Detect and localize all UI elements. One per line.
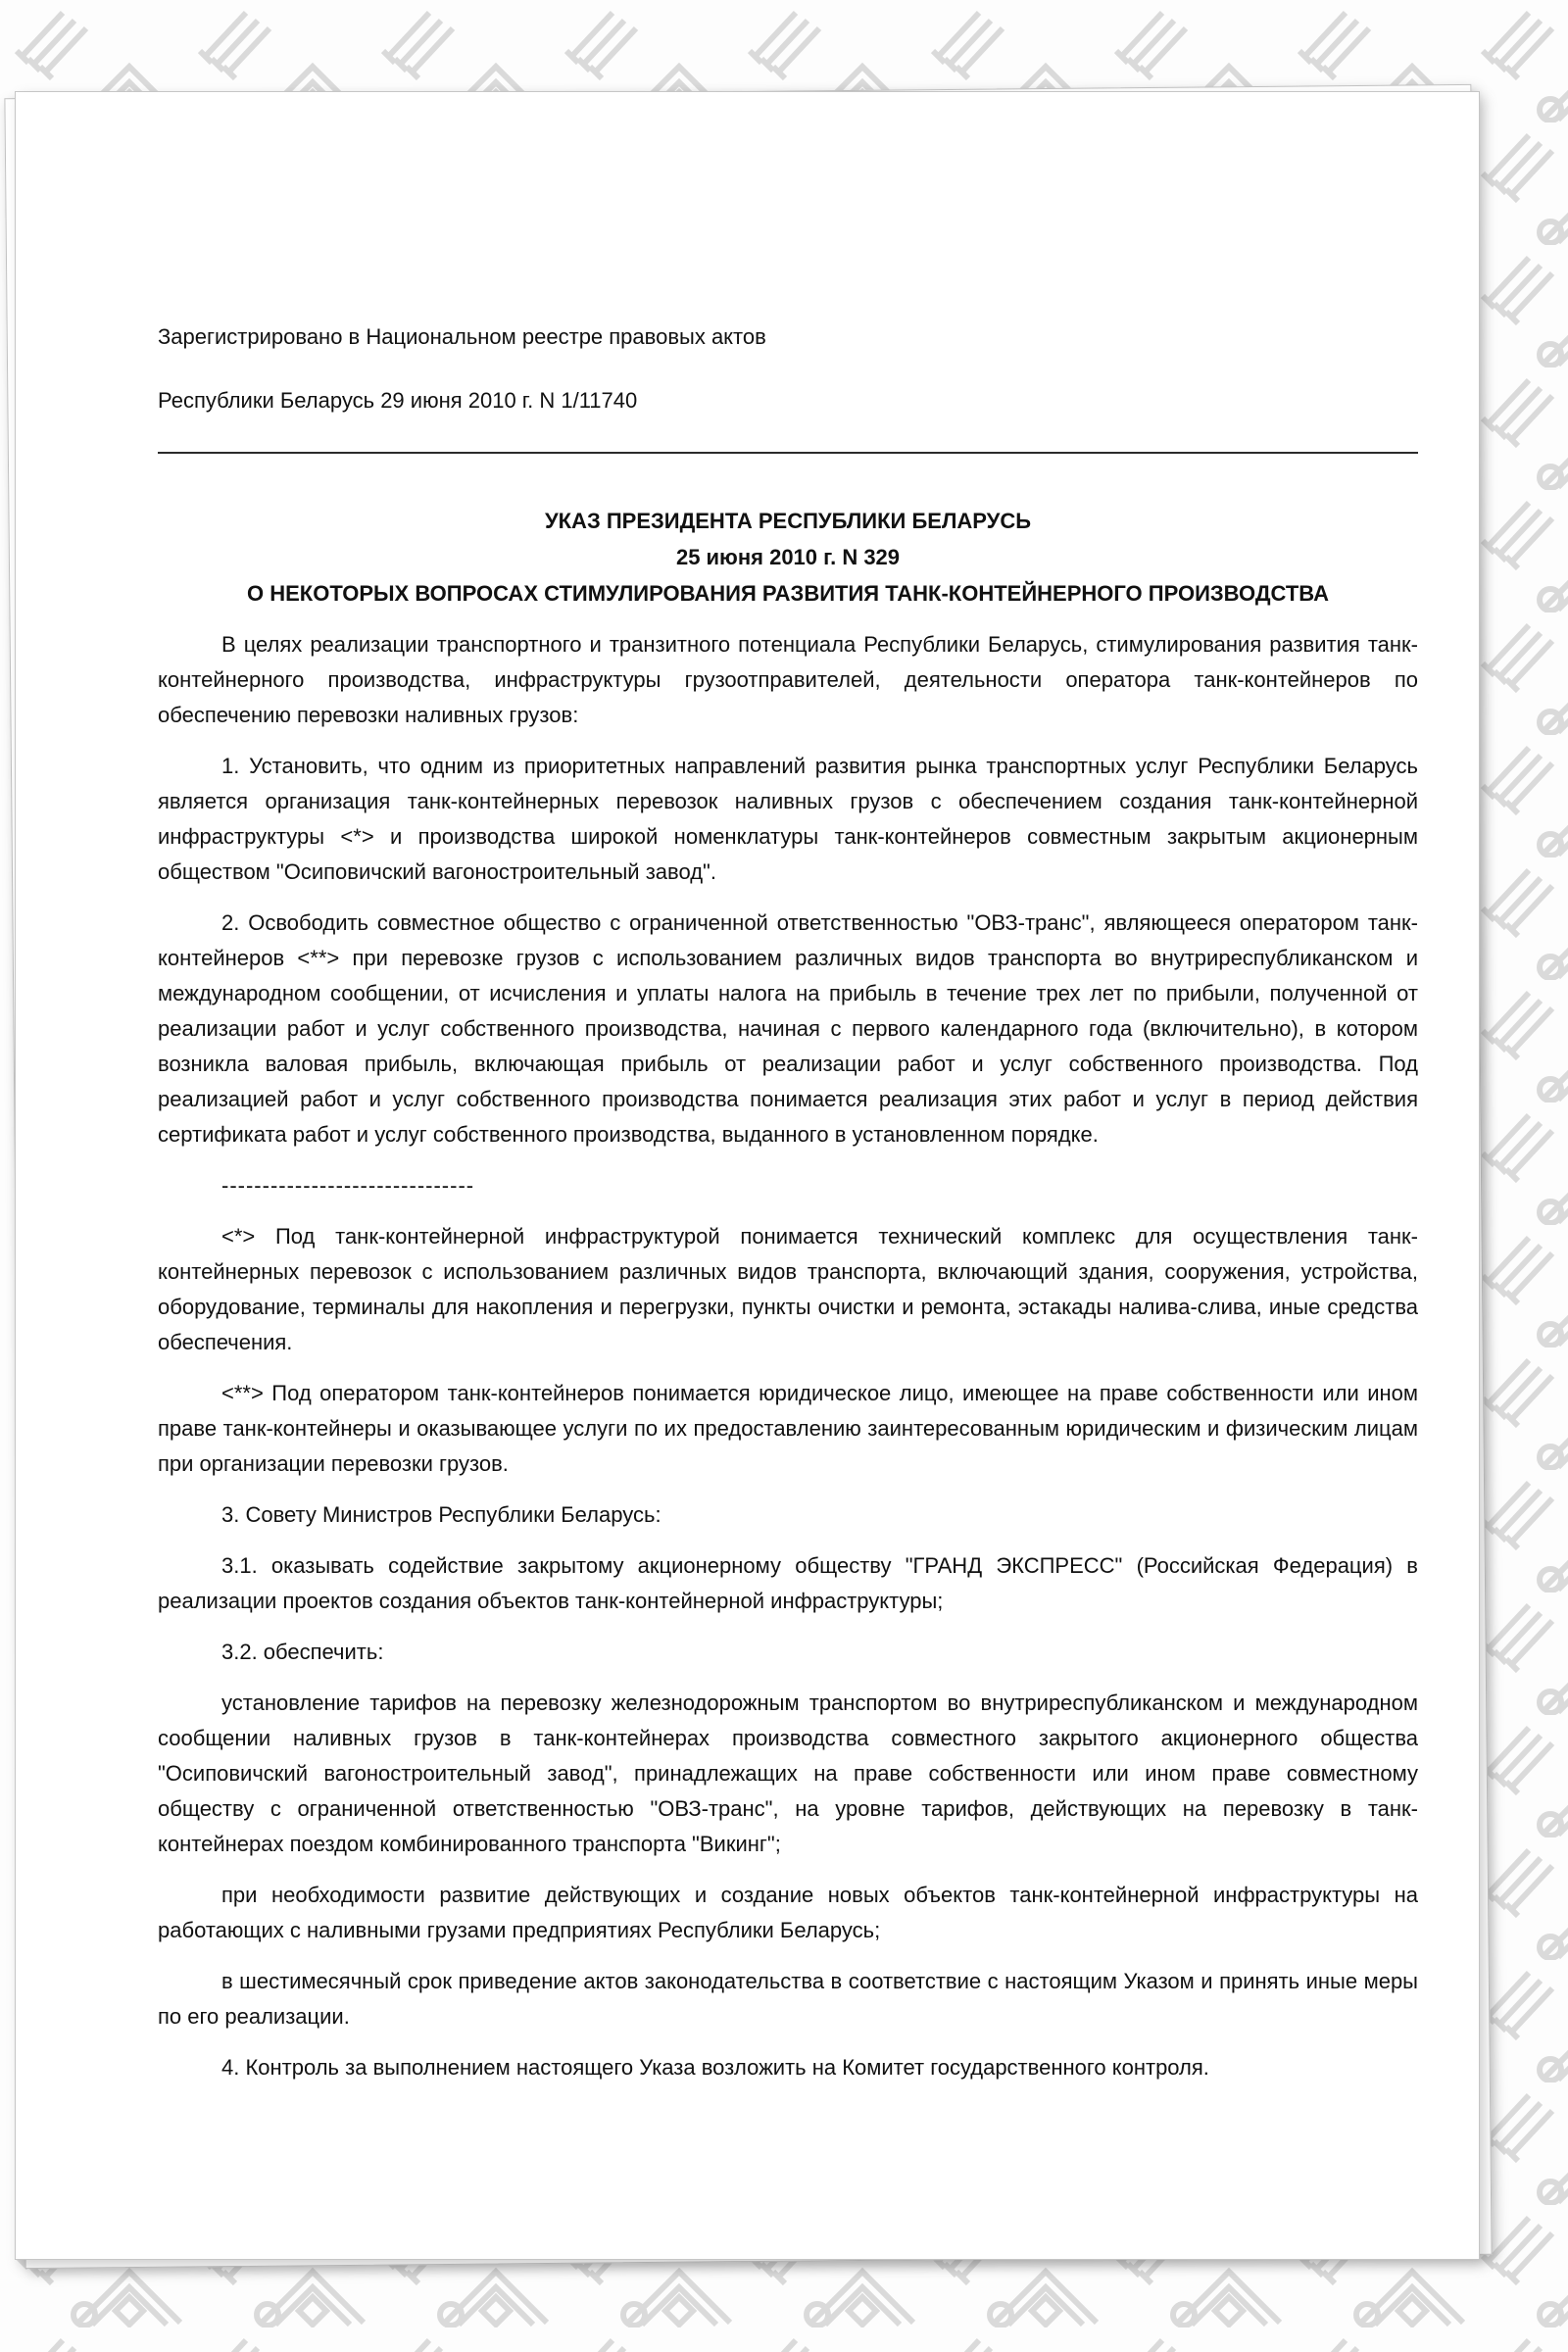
- footnote-separator: -------------------------------: [221, 1173, 475, 1198]
- footnote-2: <**> Под оператором танк-контейнеров понимается юридическое лицо, имеющее на праве собственности или ином праве танк-контейнеры и оказывающее услуги по их предоставлению заинтересованным юридическим и физическим лицам при организации перевозки грузов.: [158, 1381, 1418, 1476]
- para-infrastructure-development: при необходимости развитие действующих и создание новых объектов танк-контейнерной инфраструктуры на работающих с наливными грузами предприятиях Республики Беларусь;: [158, 1883, 1418, 1942]
- para-item-1: 1. Установить, что одним из приоритетных направлений развития рынка транспортных услуг Республики Беларусь является организация танк-контейнерных перевозок наливных грузов с обеспечением создания танк-контейнерной инфраструктуры <*> и производства широкой номенклатуры танк-контейнеров совместным закрытым акционерным обществом "Осиповичский вагоностроительный завод".: [158, 754, 1418, 884]
- decree-title: УКАЗ ПРЕЗИДЕНТА РЕСПУБЛИКИ БЕЛАРУСЬ: [544, 509, 1032, 533]
- para-tariffs: установление тарифов на перевозку железнодорожным транспортом во внутриреспубликанском и международном сообщении наливных грузов в танк-контейнерах производства совместного закрытого акционерного общества "Осиповичский вагоностроительный завод", принадлежащих на праве собственности или ином праве совместному обществу с ограниченной ответственностью "ОВЗ-транс", на уровне тарифов, действующих на перевозку в танк-контейнерах поездом комбинированного транспорта "Викинг";: [158, 1690, 1418, 1856]
- header-divider: [158, 452, 1418, 454]
- para-item-2: 2. Освободить совместное общество с ограниченной ответственностью "ОВЗ-транс", являющееся оператором танк-контейнеров <**> при перевозке грузов с использованием различных видов транспорта во внутриреспубликанском и международном сообщении, от исчисления и уплаты налога на прибыль в течение трех лет по прибыли, полученной от реализации работ и услуг собственного производства, начиная с первого календарного года (включительно), в котором возникла валовая прибыль, включающая прибыль от реализации работ и услуг собственного производства. Под реализацией работ и услуг собственного производства понимается реализация этих работ и услуг в период действия сертификата работ и услуг собственного производства, выданного в установленном порядке.: [158, 910, 1418, 1147]
- para-six-month-deadline: в шестимесячный срок приведение актов законодательства в соответствие с настоящим Указом и принять иные меры по его реализации.: [158, 1969, 1418, 2029]
- para-item-4: 4. Контроль за выполнением настоящего Указа возложить на Комитет государственного контроля.: [221, 2055, 1209, 2080]
- document-page: [15, 91, 1480, 2260]
- para-item-3-2: 3.2. обеспечить:: [221, 1640, 384, 1664]
- para-item-3-1: 3.1. оказывать содействие закрытому акционерному обществу "ГРАНД ЭКСПРЕСС" (Российская Федерация) в реализации проектов создания объектов танк-контейнерной инфраструктуры;: [158, 1553, 1418, 1613]
- decree-date-number: 25 июня 2010 г. N 329: [675, 545, 901, 569]
- registration-note-line-1: Зарегистрировано в Национальном реестре правовых актов: [158, 324, 766, 349]
- footnote-1: <*> Под танк-контейнерной инфраструктурой понимается технический комплекс для осуществления танк-контейнерных перевозок с использованием различных видов транспорта, включающий здания, сооружения, устройства, оборудование, терминалы для накопления и перегрузки, пункты очистки и ремонта, эстакады налива-слива, иные средства обеспечения.: [158, 1224, 1418, 1354]
- para-item-3: 3. Совету Министров Республики Беларусь:: [221, 1502, 662, 1527]
- registration-note-line-2: Республики Беларусь 29 июня 2010 г. N 1/11740: [158, 388, 638, 413]
- decree-subject: О НЕКОТОРЫХ ВОПРОСАХ СТИМУЛИРОВАНИЯ РАЗВИТИЯ ТАНК-КОНТЕЙНЕРНОГО ПРОИЗВОДСТВА: [247, 581, 1329, 606]
- para-preamble: В целях реализации транспортного и транзитного потенциала Республики Беларусь, стимулирования развития танк-контейнерного производства, инфраструктуры грузоотправителей, деятельности оператора танк-контейнеров по обеспечению перевозки наливных грузов:: [158, 632, 1418, 727]
